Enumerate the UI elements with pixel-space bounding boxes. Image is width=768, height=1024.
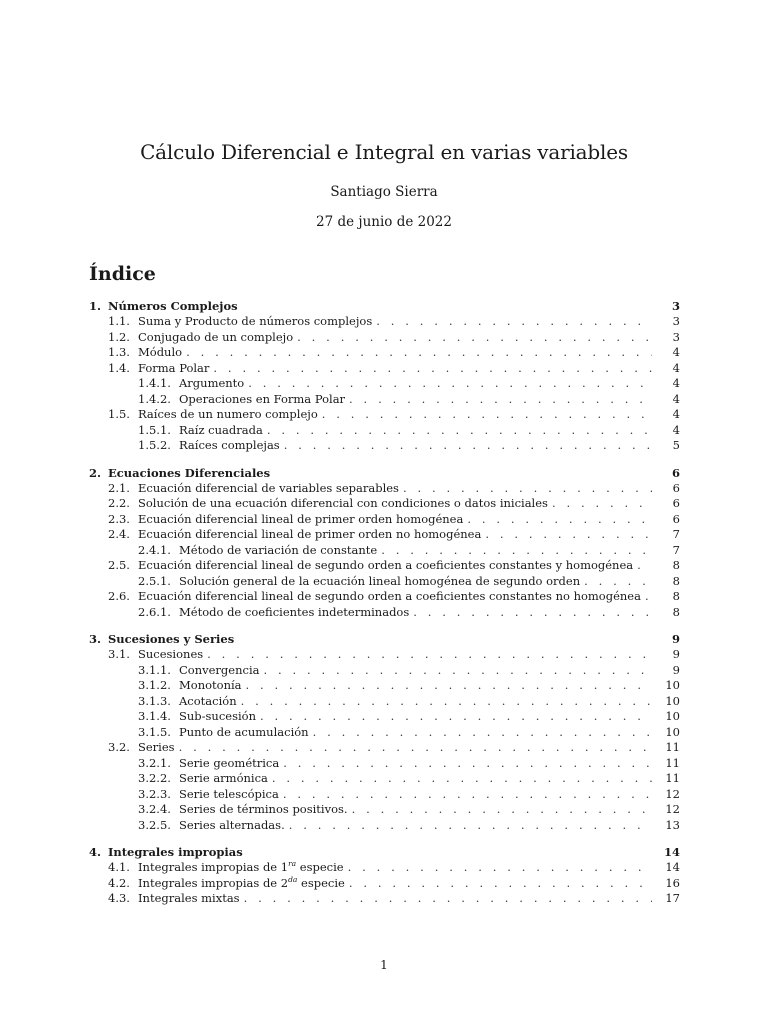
- toc-entry-title: Argumento: [179, 376, 245, 390]
- toc-entry-title-part: Integrales impropias de 1: [138, 860, 289, 874]
- toc-entry[interactable]: [89, 709, 680, 725]
- toc-section-entry[interactable]: [89, 465, 680, 481]
- toc-entry-number: 4.1.: [108, 860, 130, 874]
- toc-entry-title: Ecuación diferencial lineal de primer orden no homogénea: [138, 527, 482, 541]
- toc-entry-page: 10: [665, 693, 680, 708]
- toc-entry[interactable]: [89, 787, 680, 803]
- toc-entry-superscript: ra: [288, 859, 297, 869]
- toc-entry[interactable]: [89, 407, 680, 423]
- toc-entry-title: Series de términos positivos.: [179, 802, 348, 816]
- dot-leader: [248, 376, 652, 392]
- toc-entry-number: 3.: [89, 632, 102, 646]
- toc-entry-number: 3.1.: [108, 647, 130, 661]
- toc-entry-number: 3.2.5.: [138, 817, 171, 832]
- toc-entry-number: 3.2.3.: [138, 786, 171, 801]
- dot-leader: [552, 496, 652, 512]
- toc-entry[interactable]: [89, 891, 680, 907]
- toc-entry-number: 1.1.: [108, 314, 130, 328]
- toc-entry-number: 2.5.: [108, 558, 130, 572]
- toc-entry-title: Serie telescópica: [179, 786, 279, 801]
- toc-entry-title: Módulo: [138, 345, 183, 359]
- toc-entry[interactable]: [89, 423, 680, 439]
- toc-entry-title: Ecuación diferencial lineal de primer orden homogénea: [138, 511, 464, 526]
- toc-entry-number: 2.6.1.: [138, 604, 171, 619]
- toc-entry-title: Solución de una ecuación diferencial con condiciones o datos iniciales: [138, 496, 548, 510]
- toc-entry-title: Convergencia: [179, 662, 260, 677]
- toc-entry-page: 7: [672, 542, 680, 557]
- dot-leader: [186, 345, 652, 361]
- toc-entry-page: 4: [672, 345, 680, 359]
- toc-entry-title: Punto de acumulación: [179, 724, 309, 739]
- document-author: Santiago Sierra: [330, 184, 438, 200]
- document-title: Cálculo Diferencial e Integral en varias variables: [140, 140, 628, 164]
- toc-entry-number: 2.2.: [108, 496, 130, 510]
- toc-entry-page: 10: [665, 709, 680, 723]
- dot-leader: [272, 771, 652, 787]
- toc-entry-title: Números Complejos: [108, 299, 238, 313]
- toc-entry[interactable]: [89, 330, 680, 346]
- toc-entry-number: 4.3.: [108, 891, 130, 905]
- toc-entry-page: 3: [671, 299, 680, 313]
- toc-entry-number: 4.: [89, 845, 102, 859]
- toc-entry-page: 10: [665, 678, 680, 692]
- toc-entry-title: Sucesiones y Series: [108, 632, 235, 646]
- toc-entry-title: Método de variación de constante: [179, 542, 378, 557]
- toc-entry-number: 1.5.1.: [138, 422, 171, 437]
- toc-section: [89, 631, 680, 833]
- toc-entry-title: Sucesiones: [138, 647, 204, 661]
- toc-entry[interactable]: [89, 574, 680, 590]
- dot-leader: [467, 512, 652, 528]
- toc-entry-title: Monotonía: [179, 678, 242, 692]
- toc-entry-page: 8: [672, 589, 680, 603]
- toc-entry[interactable]: [89, 314, 680, 330]
- toc-entry[interactable]: [89, 694, 680, 710]
- toc-entry-page: 14: [663, 845, 680, 859]
- toc-entry-title: Acotación: [179, 693, 237, 708]
- toc-entry-number: 1.: [89, 299, 102, 313]
- toc-entry-title: Solución general de la ecuación lineal homogénea de segundo orden: [179, 573, 581, 588]
- table-of-contents: [89, 298, 680, 918]
- toc-entry-number: 1.2.: [108, 329, 130, 344]
- toc-entry[interactable]: [89, 345, 680, 361]
- dot-leader: [284, 438, 652, 454]
- toc-entry[interactable]: [89, 771, 680, 787]
- dot-leader: [403, 481, 652, 497]
- toc-entry[interactable]: [89, 558, 680, 574]
- toc-entry[interactable]: [89, 481, 680, 497]
- toc-entry[interactable]: [89, 647, 680, 663]
- toc-entry-page: 11: [665, 771, 680, 785]
- toc-entry-page: 14: [665, 860, 680, 874]
- dot-leader: [241, 694, 652, 710]
- toc-entry-page: 12: [665, 786, 680, 801]
- toc-entry-title: Series alternadas.: [179, 817, 285, 832]
- toc-entry-title: [138, 860, 348, 876]
- dot-leader: [263, 663, 652, 679]
- toc-entry-number: 3.1.4.: [138, 709, 171, 723]
- toc-entry-page: 12: [665, 802, 680, 816]
- toc-entry[interactable]: [89, 361, 680, 377]
- toc-section-entry[interactable]: [89, 298, 680, 314]
- toc-entry-page: 4: [672, 391, 680, 406]
- toc-entry-page: 17: [665, 891, 680, 905]
- dot-leader: [376, 314, 652, 330]
- toc-section: [89, 465, 680, 621]
- dot-leader: [213, 361, 652, 377]
- toc-entry-number: 3.1.2.: [138, 678, 171, 692]
- dot-leader: [322, 407, 652, 423]
- toc-entry[interactable]: [89, 512, 680, 528]
- dot-leader: [283, 756, 652, 772]
- toc-entry[interactable]: [89, 392, 680, 408]
- toc-entry-page: 10: [665, 724, 680, 739]
- toc-entry[interactable]: [89, 725, 680, 741]
- toc-entry-title: Conjugado de un complejo: [138, 329, 294, 344]
- dot-leader: [207, 647, 652, 663]
- toc-entry-title-part: especie: [296, 860, 344, 874]
- dot-leader: [283, 787, 652, 803]
- dot-leader: [313, 725, 652, 741]
- toc-entry-title: Operaciones en Forma Polar: [179, 391, 346, 406]
- dot-leader: [413, 605, 652, 621]
- toc-entry[interactable]: [89, 678, 680, 694]
- toc-entry[interactable]: [89, 860, 680, 876]
- toc-entry-title: Forma Polar: [138, 360, 210, 375]
- toc-entry-number: 3.2.4.: [138, 802, 171, 816]
- toc-entry-page: 4: [672, 360, 680, 375]
- toc-entry[interactable]: [89, 589, 680, 605]
- toc-entry[interactable]: [89, 496, 680, 512]
- toc-entry-title: Ecuación diferencial de variables separables: [138, 480, 399, 495]
- toc-entry[interactable]: [89, 818, 680, 834]
- toc-entry-number: 3.1.5.: [138, 724, 171, 739]
- toc-entry-title: Series: [138, 740, 175, 754]
- document-date: 27 de junio de 2022: [316, 214, 452, 230]
- dot-leader: [637, 558, 652, 574]
- toc-entry-number: 3.2.1.: [138, 755, 171, 770]
- toc-entry-page: 11: [665, 740, 680, 754]
- toc-entry-title: Integrales impropias: [108, 845, 243, 859]
- dot-leader: [348, 860, 652, 876]
- toc-entry-number: 1.5.: [108, 407, 130, 421]
- toc-entry[interactable]: [89, 527, 680, 543]
- toc-section-entry[interactable]: [89, 844, 680, 860]
- toc-entry-number: 1.3.: [108, 345, 130, 359]
- dot-leader: [289, 818, 652, 834]
- toc-entry-title: [138, 876, 349, 892]
- dot-leader: [645, 589, 652, 605]
- dot-leader: [584, 574, 652, 590]
- toc-heading: Índice: [89, 263, 156, 285]
- toc-entry-number: 2.4.: [108, 527, 130, 541]
- toc-entry[interactable]: [89, 876, 680, 892]
- toc-entry-title: Ecuaciones Diferenciales: [108, 465, 271, 480]
- dot-leader: [244, 891, 652, 907]
- toc-entry-number: 3.2.2.: [138, 771, 171, 785]
- toc-entry-page: 6: [671, 465, 680, 480]
- toc-entry-number: 1.4.: [108, 360, 130, 375]
- toc-section: [89, 298, 680, 454]
- toc-entry-title: Método de coeficientes indeterminados: [179, 604, 410, 619]
- dot-leader: [260, 709, 652, 725]
- toc-entry-page: 6: [672, 511, 680, 526]
- toc-entry-title: Raíces complejas: [179, 438, 280, 452]
- toc-entry-title: Ecuación diferencial lineal de segundo orden a coeficientes constantes no homogénea: [138, 589, 641, 603]
- toc-entry-number: 4.2.: [108, 875, 130, 890]
- toc-entry-title: Suma y Producto de números complejos: [138, 314, 373, 328]
- toc-entry-title: Ecuación diferencial lineal de segundo orden a coeficientes constantes y homogénea: [138, 558, 634, 572]
- toc-entry-number: 3.1.1.: [138, 662, 171, 677]
- dot-leader: [349, 876, 652, 892]
- toc-entry-number: 2.1.: [108, 480, 130, 495]
- toc-entry-page: 8: [672, 558, 680, 572]
- toc-entry-number: 2.: [89, 465, 102, 480]
- toc-entry-number: 2.5.1.: [138, 573, 171, 588]
- toc-entry-page: 9: [671, 632, 680, 646]
- dot-leader: [179, 740, 652, 756]
- toc-entry-title-part: especie: [297, 875, 345, 890]
- toc-entry-page: 6: [672, 480, 680, 495]
- toc-entry-title: Raíz cuadrada: [179, 422, 263, 437]
- toc-entry-number: 1.4.2.: [138, 391, 171, 406]
- toc-entry-title: Serie armónica: [179, 771, 268, 785]
- toc-entry-title-part: Integrales impropias de 2: [138, 875, 289, 890]
- toc-entry-number: 2.4.1.: [138, 542, 171, 557]
- toc-entry-page: 8: [672, 604, 680, 619]
- toc-entry[interactable]: [89, 663, 680, 679]
- dot-leader: [297, 330, 652, 346]
- page-number: 1: [380, 958, 388, 972]
- toc-section: [89, 844, 680, 907]
- toc-entry-title: Sub-sucesión: [179, 709, 256, 723]
- toc-entry-page: 4: [672, 376, 680, 390]
- toc-entry[interactable]: [89, 740, 680, 756]
- toc-entry-page: 9: [672, 647, 680, 661]
- toc-section-entry[interactable]: [89, 631, 680, 647]
- dot-leader: [349, 392, 652, 408]
- toc-entry[interactable]: [89, 376, 680, 392]
- dot-leader: [485, 527, 652, 543]
- toc-entry-title: Raíces de un numero complejo: [138, 407, 318, 421]
- dot-leader: [352, 802, 652, 818]
- toc-entry-page: 4: [672, 422, 680, 437]
- toc-entry-page: 8: [672, 573, 680, 588]
- toc-entry-page: 3: [672, 329, 680, 344]
- toc-entry-superscript: da: [288, 874, 298, 884]
- toc-entry-page: 6: [672, 496, 680, 510]
- toc-entry[interactable]: [89, 756, 680, 772]
- toc-entry-page: 16: [665, 875, 680, 890]
- dot-leader: [381, 543, 652, 559]
- toc-entry-page: 9: [672, 662, 680, 677]
- toc-entry-number: 1.4.1.: [138, 376, 171, 390]
- toc-entry-page: 11: [665, 755, 680, 770]
- toc-entry-number: 3.1.3.: [138, 693, 171, 708]
- toc-entry-title: Integrales mixtas: [138, 891, 240, 905]
- toc-entry-page: 7: [672, 527, 680, 541]
- toc-entry[interactable]: [89, 605, 680, 621]
- toc-entry-number: 2.3.: [108, 511, 130, 526]
- toc-entry-number: 2.6.: [108, 589, 130, 603]
- toc-entry[interactable]: [89, 802, 680, 818]
- toc-entry-page: 3: [672, 314, 680, 328]
- toc-entry[interactable]: [89, 543, 680, 559]
- toc-entry[interactable]: [89, 438, 680, 454]
- dot-leader: [267, 423, 652, 439]
- toc-entry-page: 5: [672, 438, 680, 452]
- toc-entry-page: 13: [665, 817, 680, 832]
- toc-entry-title: Serie geométrica: [179, 755, 280, 770]
- toc-entry-number: 3.2.: [108, 740, 130, 754]
- toc-entry-number: 1.5.2.: [138, 438, 171, 452]
- dot-leader: [246, 678, 652, 694]
- toc-entry-page: 4: [672, 407, 680, 421]
